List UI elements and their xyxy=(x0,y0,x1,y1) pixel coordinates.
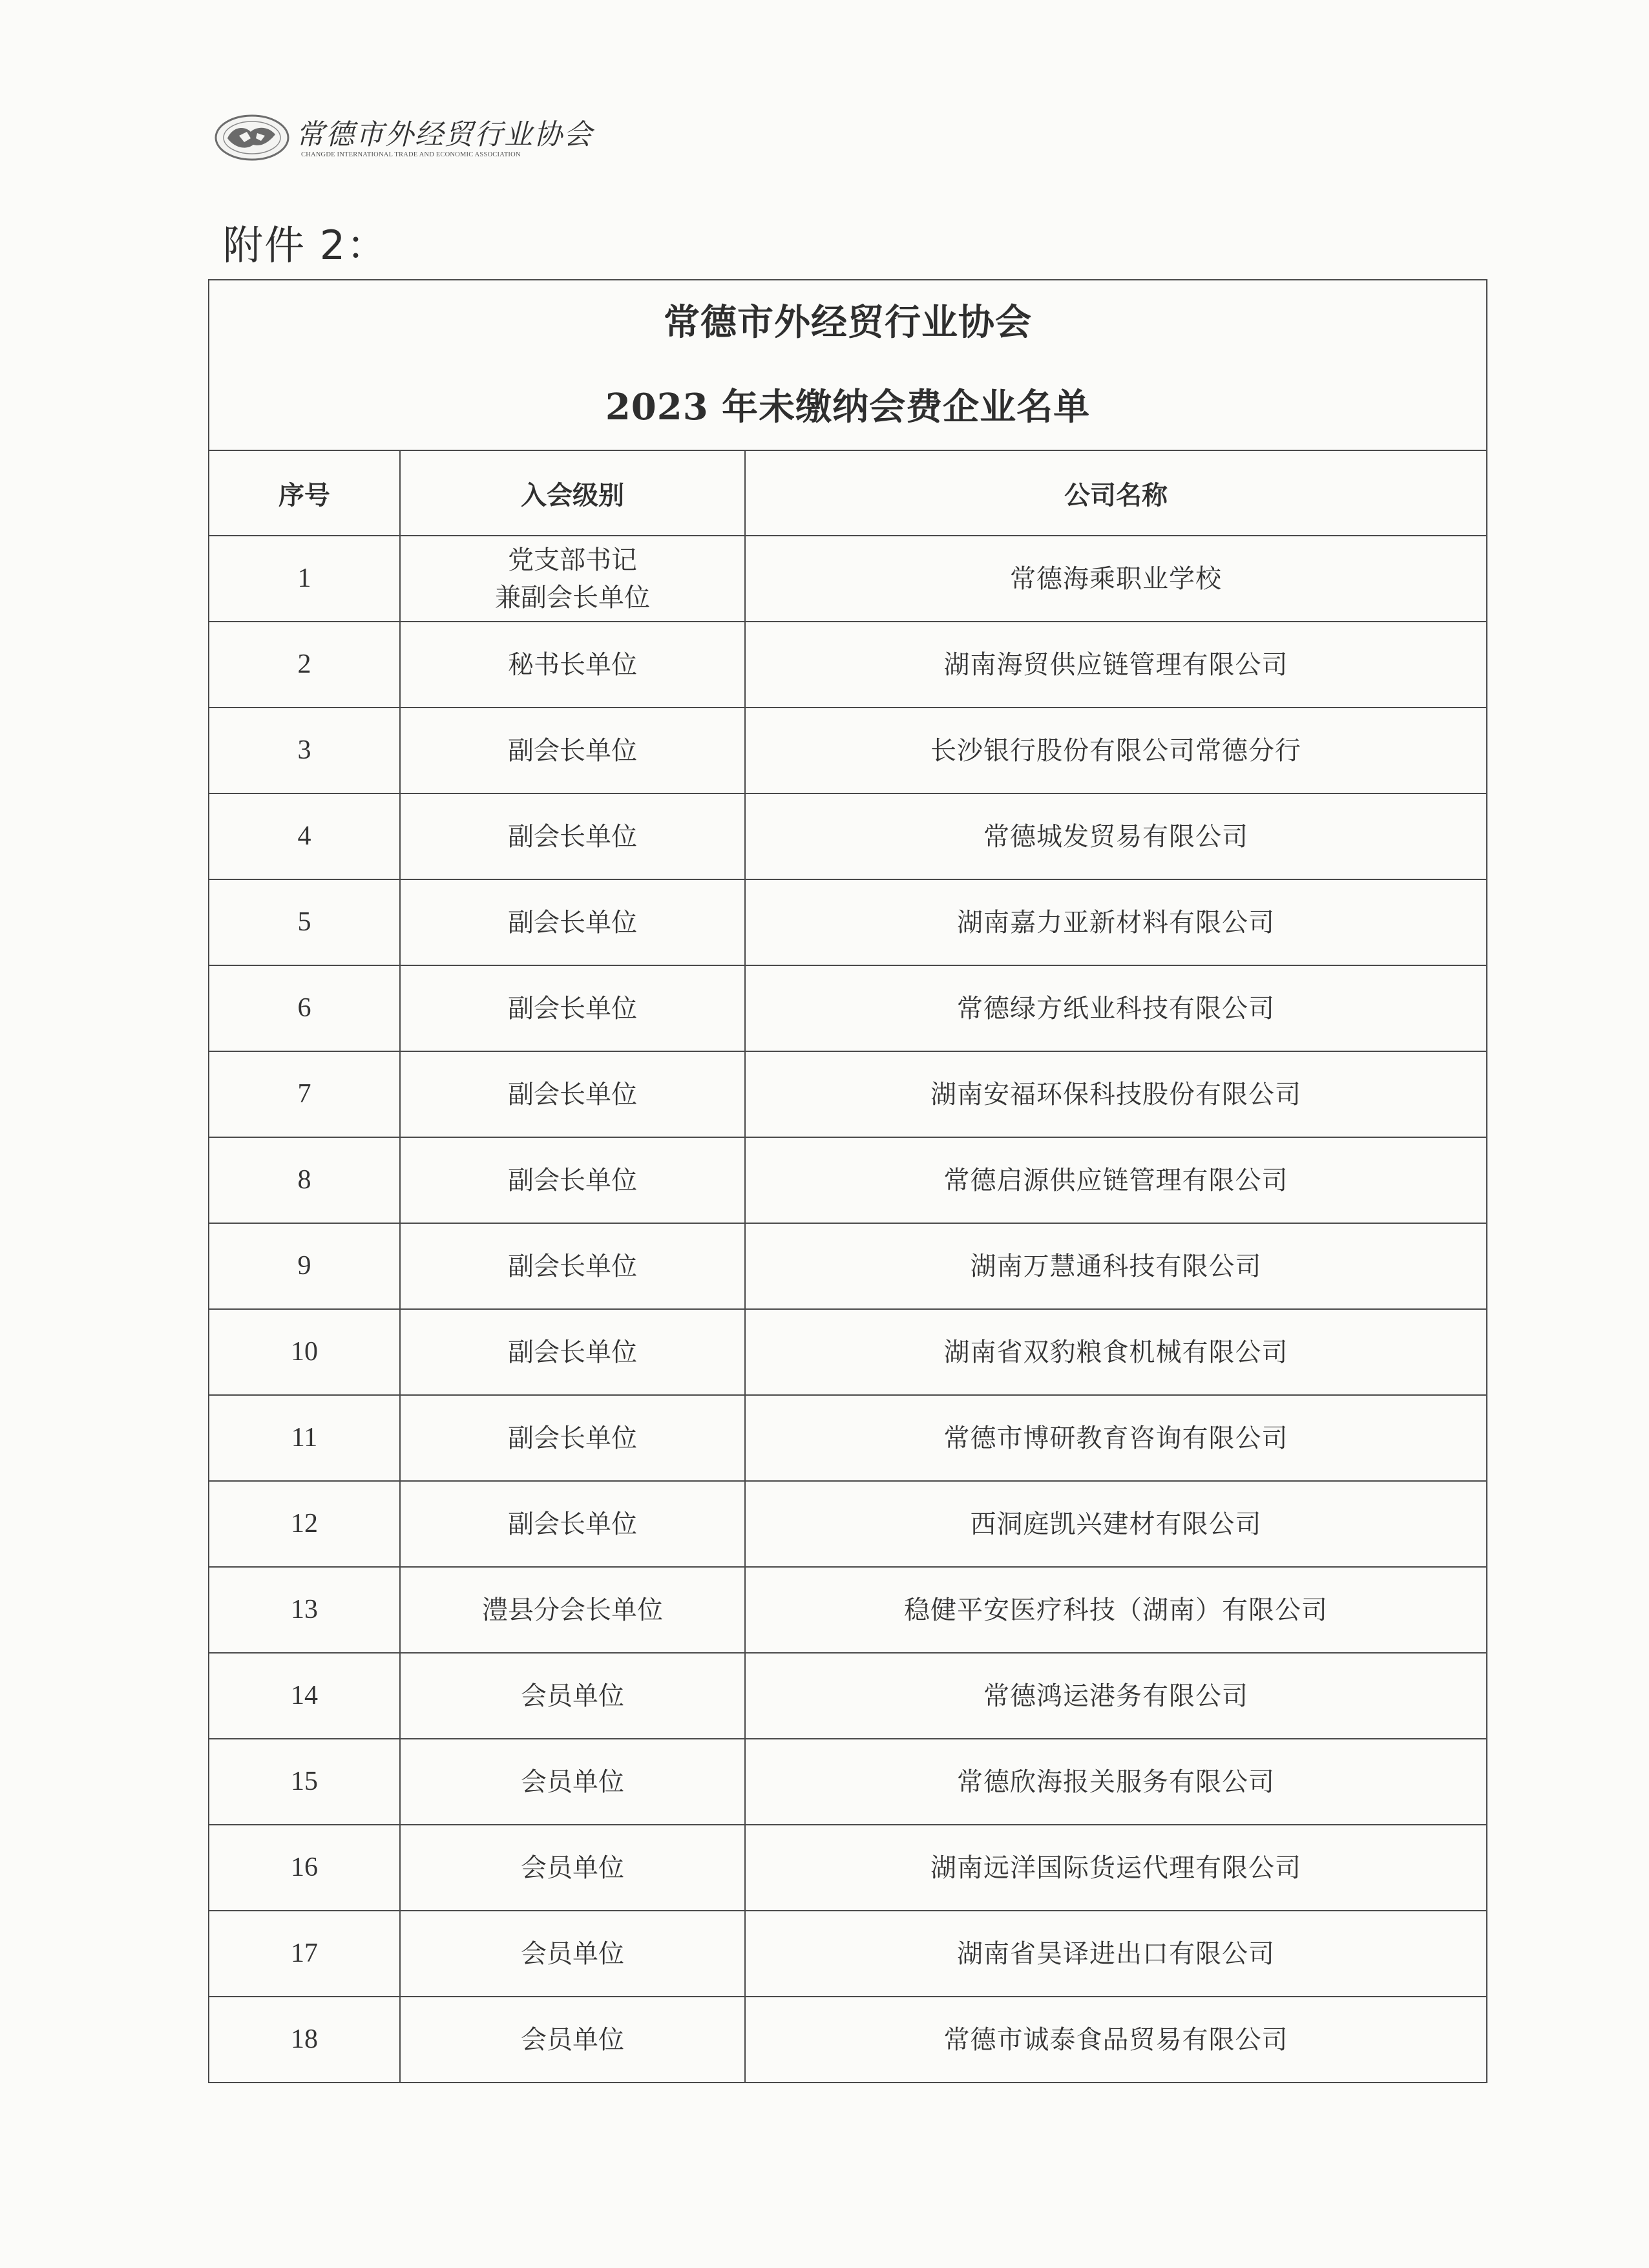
row-number: 1 xyxy=(209,536,400,622)
table-row xyxy=(209,1739,1487,1825)
row-number: 2 xyxy=(209,622,400,708)
company-name: 常德城发贸易有限公司 xyxy=(745,793,1487,879)
unpaid-fees-table xyxy=(208,279,1487,2083)
company-name: 湖南远洋国际货运代理有限公司 xyxy=(745,1825,1487,1911)
membership-level xyxy=(400,536,745,622)
table-row xyxy=(209,879,1487,965)
company-name: 常德市博研教育咨询有限公司 xyxy=(745,1395,1487,1481)
row-number: 8 xyxy=(209,1137,400,1223)
row-number: 15 xyxy=(209,1739,400,1825)
table-row xyxy=(209,1653,1487,1739)
company-name: 湖南万慧通科技有限公司 xyxy=(745,1223,1487,1309)
letterhead xyxy=(213,109,601,173)
membership-level: 秘书长单位 xyxy=(400,622,745,708)
column-header-level: 入会级别 xyxy=(400,450,745,536)
table-row xyxy=(209,1825,1487,1911)
row-number: 18 xyxy=(209,1997,400,2083)
company-name: 常德市诚泰食品贸易有限公司 xyxy=(745,1997,1487,2083)
association-logo-icon xyxy=(213,112,291,163)
attachment-label: 附件 2： xyxy=(223,222,388,269)
row-number: 10 xyxy=(209,1309,400,1395)
company-name: 常德鸿运港务有限公司 xyxy=(745,1653,1487,1739)
table-row xyxy=(209,1911,1487,1997)
company-name: 湖南省双豹粮食机械有限公司 xyxy=(745,1309,1487,1395)
company-name: 西洞庭凯兴建材有限公司 xyxy=(745,1481,1487,1567)
membership-level: 会员单位 xyxy=(400,1825,745,1911)
membership-level: 会员单位 xyxy=(400,1739,745,1825)
row-number: 3 xyxy=(209,708,400,793)
membership-level: 副会长单位 xyxy=(400,1395,745,1481)
table-row xyxy=(209,1309,1487,1395)
row-number: 12 xyxy=(209,1481,400,1567)
row-number: 6 xyxy=(209,965,400,1051)
membership-level-line-2: 兼副会长单位 xyxy=(495,582,650,613)
company-name: 稳健平安医疗科技（湖南）有限公司 xyxy=(745,1567,1487,1653)
table-header-row xyxy=(209,450,1487,536)
row-number: 13 xyxy=(209,1567,400,1653)
membership-level: 澧县分会长单位 xyxy=(400,1567,745,1653)
org-name-cn: 常德市外经贸行业协会 xyxy=(296,118,593,151)
table-row xyxy=(209,793,1487,879)
membership-level: 副会长单位 xyxy=(400,708,745,793)
table-row xyxy=(209,622,1487,708)
row-number: 17 xyxy=(209,1911,400,1997)
company-name: 长沙银行股份有限公司常德分行 xyxy=(745,708,1487,793)
column-header-company: 公司名称 xyxy=(745,450,1487,536)
table-row xyxy=(209,708,1487,793)
table-title xyxy=(209,280,1487,450)
company-name: 常德欣海报关服务有限公司 xyxy=(745,1739,1487,1825)
company-name: 常德启源供应链管理有限公司 xyxy=(745,1137,1487,1223)
company-name: 湖南嘉力亚新材料有限公司 xyxy=(745,879,1487,965)
row-number: 16 xyxy=(209,1825,400,1911)
org-name-en: CHANGDE INTERNATIONAL TRADE AND ECONOMIC ASSOCIATION xyxy=(301,151,521,158)
company-name: 常德海乘职业学校 xyxy=(745,536,1487,622)
table-row xyxy=(209,1051,1487,1137)
table-row xyxy=(209,1223,1487,1309)
table-title-line-2: 2023 年未缴纳会费企业名单 xyxy=(605,386,1091,428)
company-name: 湖南海贸供应链管理有限公司 xyxy=(745,622,1487,708)
membership-level: 副会长单位 xyxy=(400,1309,745,1395)
table-row xyxy=(209,1567,1487,1653)
row-number: 7 xyxy=(209,1051,400,1137)
membership-level: 会员单位 xyxy=(400,1997,745,2083)
membership-level: 副会长单位 xyxy=(400,1481,745,1567)
membership-level: 副会长单位 xyxy=(400,793,745,879)
membership-level: 副会长单位 xyxy=(400,1051,745,1137)
row-number: 5 xyxy=(209,879,400,965)
table-row xyxy=(209,536,1487,622)
company-name: 湖南安福环保科技股份有限公司 xyxy=(745,1051,1487,1137)
row-number: 11 xyxy=(209,1395,400,1481)
membership-level: 副会长单位 xyxy=(400,965,745,1051)
table-row xyxy=(209,1481,1487,1567)
table-row xyxy=(209,1997,1487,2083)
table-row xyxy=(209,965,1487,1051)
row-number: 9 xyxy=(209,1223,400,1309)
table-row xyxy=(209,1137,1487,1223)
membership-level: 会员单位 xyxy=(400,1653,745,1739)
membership-level: 副会长单位 xyxy=(400,1223,745,1309)
membership-level: 会员单位 xyxy=(400,1911,745,1997)
row-number: 14 xyxy=(209,1653,400,1739)
membership-level: 副会长单位 xyxy=(400,1137,745,1223)
table-row xyxy=(209,1395,1487,1481)
table-title-line-1: 常德市外经贸行业协会 xyxy=(664,302,1032,344)
row-number: 4 xyxy=(209,793,400,879)
membership-level: 副会长单位 xyxy=(400,879,745,965)
membership-level-line-1: 党支部书记 xyxy=(508,545,637,575)
company-name: 常德绿方纸业科技有限公司 xyxy=(745,965,1487,1051)
company-name: 湖南省昊译进出口有限公司 xyxy=(745,1911,1487,1997)
column-header-number: 序号 xyxy=(209,450,400,536)
